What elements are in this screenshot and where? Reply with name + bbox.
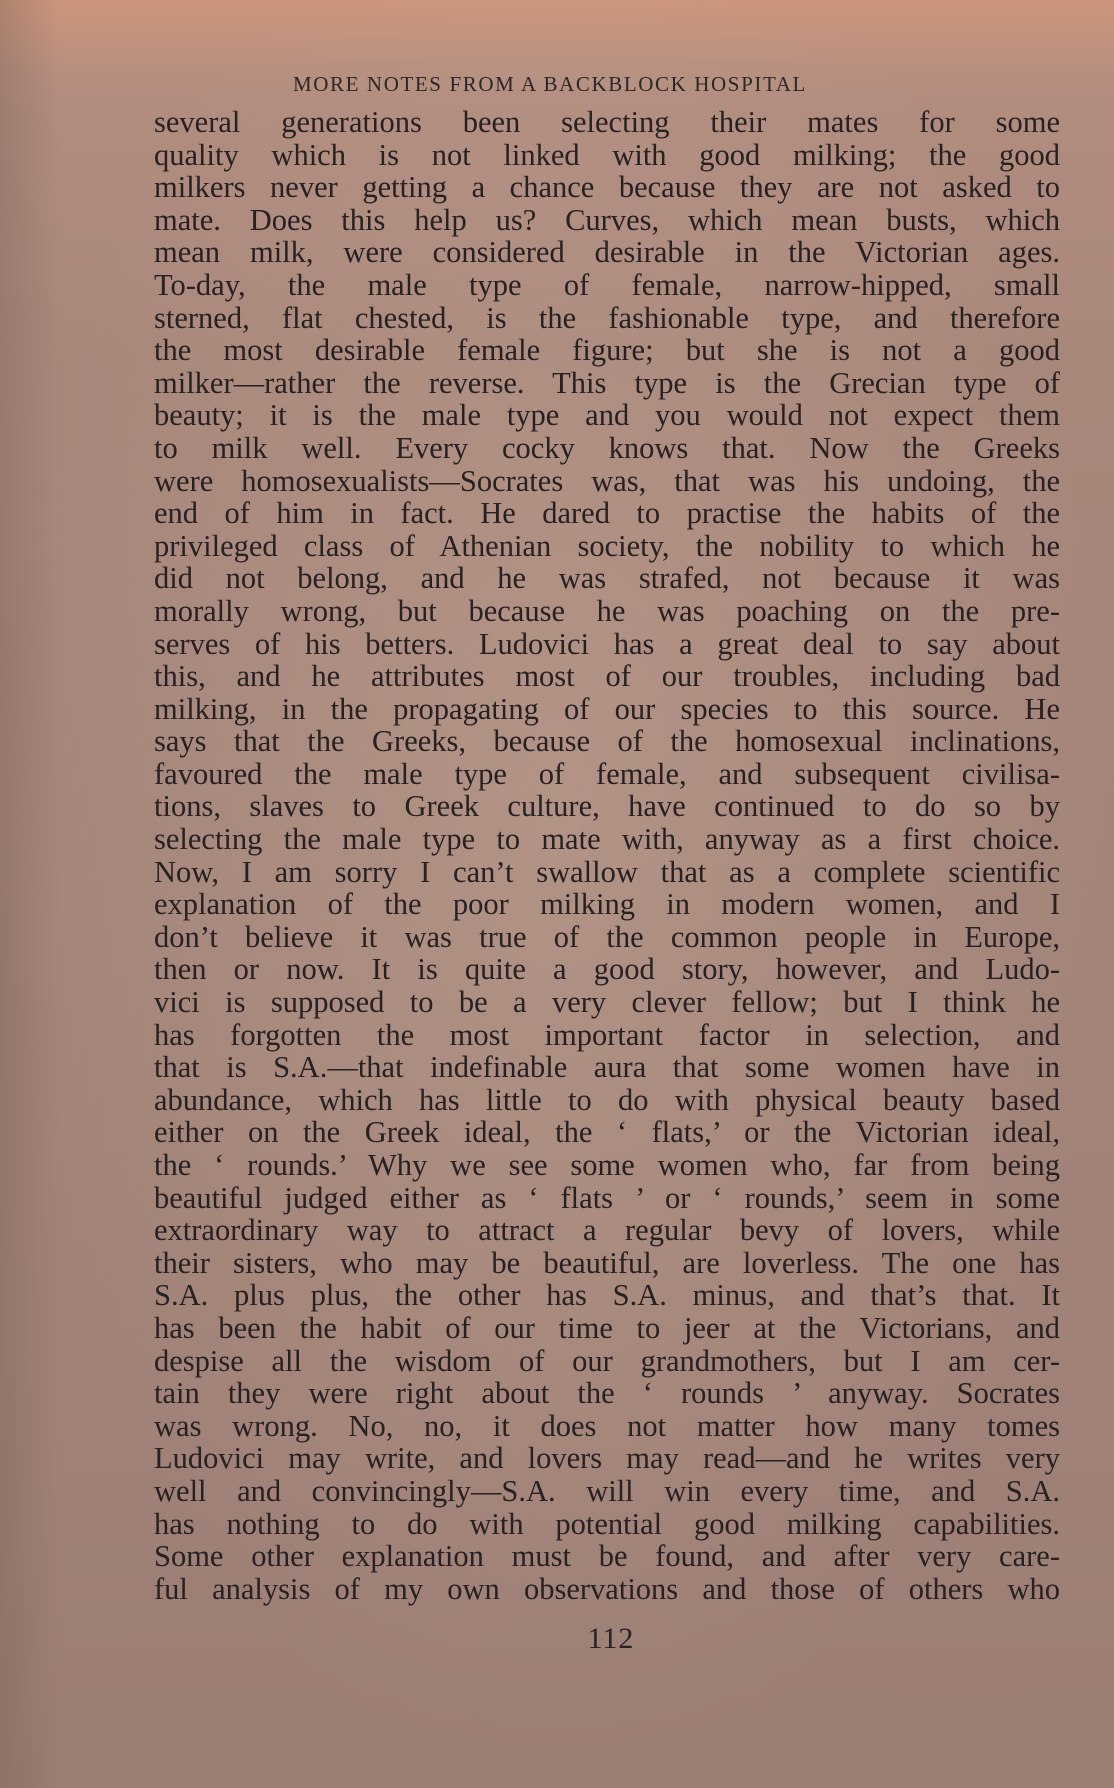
text-line: well and convincingly—S.A. will win every time, and S.A. — [154, 1473, 1060, 1508]
text-line: tions, slaves to Greek culture, have continued to do so by — [154, 789, 1060, 824]
text-line: Some other explanation must be found, and after very care- — [154, 1539, 1060, 1574]
text-line: serves of his betters. Ludovici has a great deal to say about — [154, 626, 1060, 661]
text-line: several generations been selecting their mates for some — [154, 105, 1060, 139]
text-line: the most desirable female figure; but she is not a good — [154, 333, 1060, 368]
text-line: were homosexualists—Socrates was, that was his undoing, the — [154, 463, 1060, 498]
text-line: their sisters, who may be beautiful, are loverless. The one has — [154, 1245, 1060, 1280]
text-line: the ‘ rounds.’ Why we see some women who, far from being — [154, 1148, 1060, 1182]
text-line: beautiful judged either as ‘ flats ’ or ‘ rounds,’ seem in some — [154, 1180, 1060, 1215]
text-line: mean milk, were considered desirable in the Victorian ages. — [154, 235, 1060, 270]
text-line: this, and he attributes most of our troubles, including bad — [154, 659, 1060, 694]
page-number: 112 — [587, 1622, 635, 1655]
text-line: To-day, the male type of female, narrow-hipped, small — [154, 267, 1060, 302]
text-line: has been the habit of our time to jeer at the Victorians, and — [154, 1310, 1060, 1345]
text-line: that is S.A.—that indefinable aura that some women have in — [154, 1050, 1060, 1085]
text-line: to milk well. Every cocky knows that. Now the Greeks — [154, 430, 1060, 465]
text-line: did not belong, and he was strafed, not because it was — [154, 561, 1060, 596]
text-line: vici is supposed to be a very clever fellow; but I think he — [154, 985, 1060, 1020]
text-line: either on the Greek ideal, the ‘ flats,’ or the Victorian ideal, — [154, 1115, 1060, 1150]
text-line: selecting the male type to mate with, anyway as a first choice. — [154, 822, 1060, 857]
text-line: Ludovici may write, and lovers may read—and he writes very — [154, 1441, 1060, 1476]
running-head: MORE NOTES FROM A BACKBLOCK HOSPITAL — [293, 72, 807, 96]
text-line: milkers never getting a chance because they are not asked to — [154, 170, 1060, 205]
text-line: despise all the wisdom of our grandmothers, but I am cer- — [154, 1343, 1060, 1378]
text-line: don’t believe it was true of the common people in Europe, — [154, 919, 1060, 954]
text-line: milking, in the propagating of our species to this source. He — [154, 691, 1060, 726]
text-line: quality which is not linked with good milking; the good — [154, 137, 1060, 172]
text-line: explanation of the poor milking in modern women, and I — [154, 887, 1060, 922]
text-line: has forgotten the most important factor in selection, and — [154, 1017, 1060, 1052]
text-line: beauty; it is the male type and you would not expect them — [154, 398, 1060, 433]
text-line: privileged class of Athenian society, the nobility to which he — [154, 528, 1060, 563]
text-line: end of him in fact. He dared to practise the habits of the — [154, 496, 1060, 531]
text-line: Now, I am sorry I can’t swallow that as a complete scientific — [154, 854, 1060, 889]
text-line: mate. Does this help us? Curves, which mean busts, which — [154, 202, 1060, 237]
text-line: S.A. plus plus, the other has S.A. minus, and that’s that. It — [154, 1278, 1060, 1313]
text-line: tain they were right about the ‘ rounds ’ anyway. Socrates — [154, 1376, 1060, 1411]
text-line: says that the Greeks, because of the homosexual inclinations, — [154, 724, 1060, 759]
body-text — [154, 106, 1060, 1605]
text-line: has nothing to do with potential good milking capabilities. — [154, 1506, 1060, 1541]
text-line: extraordinary way to attract a regular bevy of lovers, while — [154, 1213, 1060, 1248]
text-line: then or now. It is quite a good story, however, and Ludo- — [154, 952, 1060, 987]
text-line: favoured the male type of female, and subsequent civilisa- — [154, 756, 1060, 791]
text-line: abundance, which has little to do with physical beauty based — [154, 1082, 1060, 1117]
text-line: milker—rather the reverse. This type is the Grecian type of — [154, 365, 1060, 400]
text-line: sterned, flat chested, is the fashionable type, and therefore — [154, 300, 1060, 335]
text-line: morally wrong, but because he was poaching on the pre- — [154, 593, 1060, 628]
text-line: was wrong. No, no, it does not matter how many tomes — [154, 1408, 1060, 1443]
text-line: ful analysis of my own observations and those of others who — [154, 1571, 1060, 1606]
